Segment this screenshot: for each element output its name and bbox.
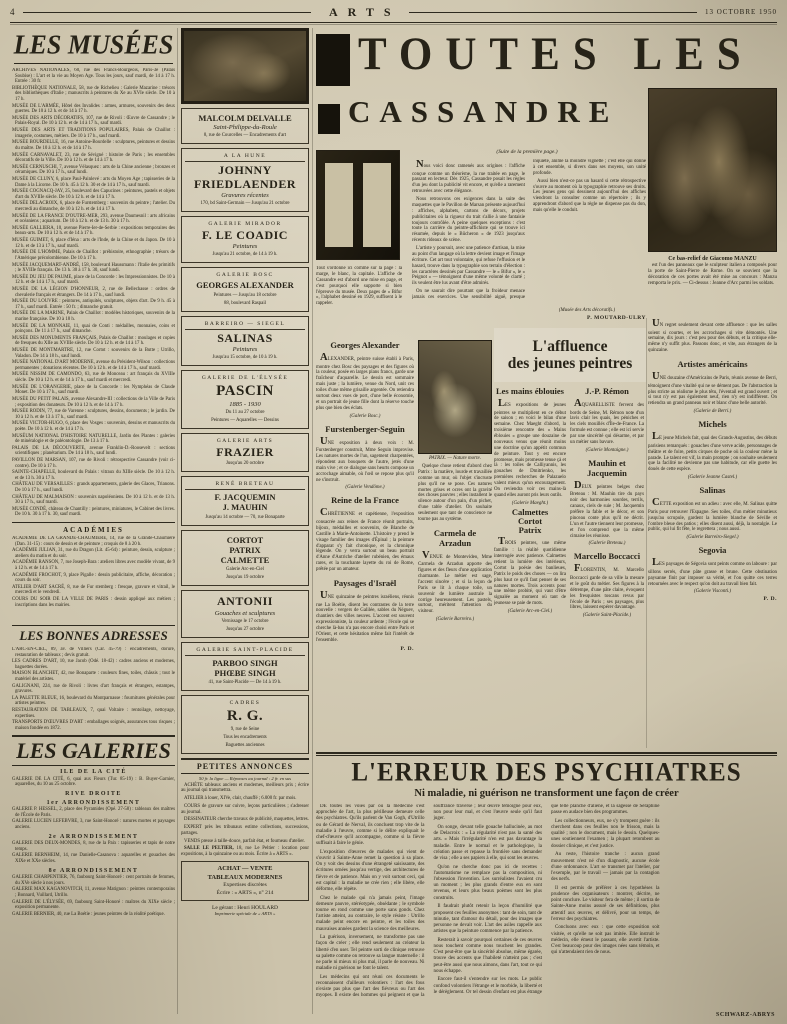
galeries-group-list — [12, 875, 175, 917]
ad-cadres-rg — [181, 695, 309, 754]
ad-antonii — [181, 590, 309, 637]
musee-entry: MUSÉE NATIONAL D'ART MODERNE, avenue du Président-Wilson : collections permanentes ; donations récentes. De 10 à 12 h. et de 14 à 17 h., sauf mardi. — [12, 360, 175, 371]
musee-entry: MUSÉE DE LA MONNAIE, 11, quai de Conti : médailles, monnaies, coins et poinçons. De 11 à 17 h., sauf dimanche. — [12, 323, 175, 335]
manzu-bas-relief-photo — [648, 88, 777, 252]
article-cassandre — [412, 159, 646, 305]
section-bonnes-adresses — [12, 625, 175, 731]
section-heading: J.-P. Rémon — [585, 386, 629, 396]
bonne-adresse-entry: GALIGNANI, 224, rue de Rivoli : livres d'art français et étrangers, estampes, gravures. — [12, 683, 175, 695]
galeries-group-heading: 2e ARRONDISSEMENT — [48, 833, 139, 840]
ad-note: Peintures — Aquarelles — Dessins — [211, 417, 279, 423]
bonne-adresse-entry: RESTAURATION DE TABLEAUX, 7, quai Voltaire : rentoilage, nettoyage, expertises. — [12, 708, 175, 719]
venue-credit: (Galerie Montaigne.) — [585, 447, 629, 453]
section-text: Quelque chose retient d'abord chez Patrix : la matière, lourde et travaillée comme un mur, où l'objet s'incruste plus qu'il ne se pose. Ces natures mortes grises et ocres ont la gravité des choses pauvres ; elles installent le silence autour d'un pain, d'un pichet, d'une table d'atelier. On souhaite seulement que tant de conscience ne tourne pas au système. — [418, 464, 492, 522]
ad-artist-name: PHŒBE SINGH — [214, 667, 276, 678]
article-paragraph: Il faudrait plutôt retenir la leçon d'humilité que proposent ces feuilles anonymes : tant de soin, tant de minutie, tant d'amour du détail, pour des images que personne ne devait voir. L'art des asiles rappelle aux artistes que la peinture commence par la patience. — [433, 904, 542, 935]
section-les-galeries — [12, 735, 175, 917]
caption-lead: Ce bas-relief de Giacomo MANZU — [668, 256, 757, 262]
annonce-framed-box — [181, 861, 309, 901]
bonne-adresse-entry: TRANSPORTS D'ŒUVRES D'ART : emballages soignés, assurances tous risques ; maison fondée en 1872. — [12, 720, 175, 731]
article-paragraph: L'exposition d'œuvres de malades qui vient de s'ouvrir à Sainte-Anne remet la question à sa place. On y voit des dessins d'une étrangeté saisissante, des écritures ornées jusqu'au vertige, des architectures de fièvre et de patience. Mais on y voit surtout ceci, qui est capital : la maladie ne crée rien ; elle libère, elle déforme, elle répète. — [316, 849, 425, 892]
caption-text: est l'un des panneaux que le sculpteur italien a composés pour la porte de Saint-Pierre de Rome. On se souvient que la décoration de ces portes avait été mise au concours : Manzu remporta le prix. — Ci-dessus : Jeanne d'Arc parmi les soldats. — [648, 263, 777, 286]
article-paragraph: Chez le malade qui n'a jamais peint, l'image demeure pauvre, stéréotypée, obsédante ; le symbole tourne en rond comme une porte sans gonds. Chez l'artiste atteint, au contraire, le style résiste : Utrillo malade peint encore en peintre, et les toiles des mauvaises années gardent la science des meilleures. — [316, 895, 425, 932]
ad-gallery-name: RENÉ BRETEAU — [185, 481, 305, 490]
section-text: TROIS peintres, une même famille : la réalité quotidienne interrogée avec patience. Calmettes retient la lumière des intérieurs, Cortot la poésie des banlieues, Patrix le poids des choses — on lira plus haut ce qu'il faut penser de ses natures mortes. Trois accents pour une même probité, qui vaut d'être signalée au moment où tant de jeunesse se paie de mots. — [494, 535, 566, 607]
galerie-entry: GALERIE MAX KAGANOVITCH, 11, avenue Matignon : peintres contemporains ; Bonnard, Vuillard, Utrillo. — [12, 887, 175, 898]
ad-artist-name: F. JACQUEMIN — [214, 492, 276, 503]
musee-entry: CHÂTEAU DE VERSAILLES : grands appartements, galerie des Glaces, Trianons. De 10 à 17 h., sauf lundi. — [12, 482, 175, 494]
musee-entry: MUSÉE DE CLUNY, 6, place Paul-Painlevé : arts du Moyen Age ; tapisseries de la Dame à la Licorne. De 10 h. 45 à 12 h. 30 et de 14 à 17 h., sauf mardi. — [12, 176, 175, 188]
headline-line: L'affluence — [532, 337, 608, 355]
ad-note: 9, rue de Seine — [230, 726, 260, 732]
headline-affluence — [494, 328, 646, 382]
review-column-b — [418, 340, 492, 748]
academie-entry: ACADÉMIE RANSON, 7, rue Joseph-Bara : ateliers libres avec modèle vivant, de 9 à 12 h. et de 14 à 17 h. — [12, 560, 175, 572]
venue-credit: (Galerie Maeght.) — [511, 500, 549, 506]
patrix-painting-image — [418, 340, 492, 454]
review-column-e — [648, 318, 777, 748]
musee-entry: MUSÉE DE L'ORANGERIE, place de la Concorde : les Nymphéas de Claude Monet. De 10 à 17 h., sauf mardi. — [12, 384, 175, 396]
subheadline-psychiatres: Ni maladie, ni guérison ne transforment une façon de créer — [414, 788, 679, 799]
section-heading: Artistes américains — [677, 359, 748, 370]
section-heading: Patrix — [518, 525, 542, 536]
ad-note: Baguettes anciennes — [225, 742, 265, 748]
ad-note: Galerie Arc-en-Ciel — [226, 567, 264, 573]
venue-credit: (Galerie Breteau.) — [588, 541, 626, 547]
academie-entry: ACADÉMIE FROCHOT, 9, place Pigalle : dessin publicitaire, affiche, décoration ; cours du soir. — [12, 572, 175, 584]
article-paragraph: Resterait à savoir pourquoi certaines de ces œuvres nous touchent comme nous touchent les grandes. C'est peut-être que la sincérité absolue, même égarée, trouve des accents que l'habileté n'atteint pas ; c'est peut-être aussi que nous aimons, dans l'art, tout ce qui nous échappe. — [433, 937, 542, 974]
section-heading: Salinas — [699, 485, 726, 496]
masthead-rule-left — [23, 12, 311, 13]
ad-note: Vernissage le 17 octobre — [221, 618, 269, 624]
headline-psychiatres: L'ERREUR DES PSYCHIATRES — [351, 758, 742, 787]
ad-pascin — [181, 370, 309, 429]
section-text: VENUE de Montevideo, Mme Carmela de Arzadun apporte des figures et des fleurs d'une application charmante. Le métier est sage, l'accent sincère ; et si la leçon de Paris se lit à chaque toile, un souvenir de lumière australe la corrige heureusement. Les pastels, surtout, méritent l'attention du visiteur. — [418, 549, 492, 615]
musee-entry: MUSÉE JACQUEMART-ANDRÉ, 158, boulevard Haussmann : l'Italie des primitifs ; le XVIIIe français. De 13 h. 30 à 17 h. 30, sauf lundi. — [12, 262, 175, 274]
author-signature: P. MOUTARD-ULRY — [587, 315, 646, 321]
author-initials: P. D. — [400, 645, 414, 652]
typography-specimen-image — [316, 150, 400, 260]
ad-cortot-patrix-calmette — [181, 530, 309, 587]
venue-credit: (Musée des Arts décoratifs.) — [558, 308, 616, 313]
section-heading: Mauhin et Jacquemin — [587, 457, 627, 478]
musee-entry: CHÂTEAU DE MALMAISON : souvenirs napoléoniens. De 10 à 12 h. et de 13 h. 30 à 17 h., sauf mardi. — [12, 494, 175, 506]
ad-gallery-name: BARREIRO — SIEGEL — [185, 321, 305, 330]
article-paragraph: Nous retrouvons ces exigences dans la suite des maquettes que le Pavillon de Marsan présente aujourd'hui : affiches, alphabets, cartons de décors, projets publicitaires où la rigueur du trait s'allie à une fantaisie toujours contrôlée. A peine quelques exceptions : c'est toute la carrière du peintre-affichiste qui se trouve ici résumée, depuis le « Bûcheron » de 1923 jusqu'aux récents rideaux de scène. — [412, 197, 525, 244]
section-text: CETTE exposition est un adieu : avec elle, M. Salinas quitte Paris pour retrouver l'Espagne. Ses toiles, d'un métier minutieux jusqu'au scrupule, gardent la lumière blanche de Séville et l'ombre bleue des patios ; elles disent aussi, déjà, la nostalgie. Le public, qui lui fit fête, le regrettera ; nous aussi. — [648, 497, 777, 533]
article-paragraph: La guérison, inversement, ne transforme pas une façon de créer ; elle rend seulement au créateur la liberté d'en user. Tel peintre sorti de clinique retrouve sa palette comme on retrouve sa langue maternelle : il ne parle ni mieux ni plus mal, il parle de nouveau. Ni maladie ni guérison ne font le talent. — [316, 935, 425, 972]
ad-artist-name: PARBOO SINGH — [212, 657, 278, 668]
galeries-group-list — [12, 807, 175, 830]
ad-le-coadic — [181, 216, 309, 263]
article-paragraph: L'artiste y poursuit, avec une patience d'artisan, la mise au point d'un langage où la lettre devient image et l'image écriture. Cet art tout volontaire, qui refuse l'effusion et le hasard, trouve dans la typographie son terrain d'élection : les caractères dessinés par Cassandre — le « Bifur », le « Peignot » — témoignent d'une même volonté de clarté ; ils veulent être lus avant d'être admirés. — [412, 246, 525, 287]
ad-gallery-name: GALERIE BOSC — [216, 272, 274, 279]
academie-entry: ATELIER D'ART SACRÉ, 8, rue de Fur stemberg : fresque, gravure et vitrail, le mercredi et le vendredi. — [12, 584, 175, 596]
ad-friedlaender — [181, 148, 309, 212]
headline-cassandre: CASSANDRE — [348, 94, 619, 129]
article-paragraph: On songe, devant telle gouache hallucinée, au mot de Delacroix : « La régularité n'est pas la santé des arts. » Mais l'irrégularité n'en est pas davantage la maladie. Entre le normal et le pathologique, la création passe et repasse la frontière sans demander de visa ; elle a ses papiers à elle, qui sont les œuvres. — [433, 825, 542, 861]
ad-note: 8, rue de Courcelles — Encadrements d'art — [203, 133, 287, 139]
imprimerie-line: Imprimerie spéciale de « ARTS » — [214, 911, 276, 917]
article-paragraph: Concluons avec eux : que cette exposition soit visitée, et qu'elle ne soit pas imitée. Elle instruit le médecin, elle émeut le passant, elle avertit l'artiste. C'est beaucoup pour des images nées sans témoin, et qui n'attendaient rien de nous. — [551, 925, 660, 956]
musee-entry: MUSÉE BOURDELLE, 16, rue Antoine-Bourdelle : sculptures, peintures et dessins du maître. De 10 à 12 h. et de 14 à 17 h. — [12, 140, 175, 151]
ad-note: Jusqu'au 20 octobre — [226, 461, 264, 467]
galeries-group-heading: RIVE DROITE — [65, 790, 122, 797]
ad-artist-name: CORTOT — [226, 534, 264, 545]
musee-entry: ARCHIVES NATIONALES, 60, rue des Francs-Bourgeois, Paris-3e (Palais Soubise) : L'art et la vie au Moyen Age. Tous les jours, sauf mardi, de 14 à 17 h. Entrée : 30 fr. — [12, 68, 175, 85]
annonce-line: VENDS presse à taille-douce, parfait état, et fourneau d'atelier. — [184, 838, 305, 844]
masthead — [10, 5, 777, 19]
ad-note: Jusqu'au 19 octobre — [226, 575, 264, 581]
article-cassandre-end — [528, 307, 646, 321]
musee-entry: MUSÉE DE LA MARINE, Palais de Chaillot : modèles historiques, souvenirs de la marine française. De 10 à 18 h. — [12, 311, 175, 322]
article-paragraph: Qu'on ne cherche donc pas ici de recettes : l'automatisme ne remplace pas la composition, ni l'obsession l'invention. Les surréalistes l'avaient cru un moment ; les plus grands d'entre eux en sont revenus, et leurs plus beaux poèmes sont les plus construits. — [433, 864, 542, 901]
galerie-entry: GALERIE LUCIEN LEFEBVRE, 3, rue Saint-Honoré : natures mortes et paysages anciens. — [12, 819, 175, 831]
review-column-a — [316, 340, 414, 748]
section-erreur-psychiatres — [316, 752, 777, 1018]
ad-frazier — [181, 433, 309, 472]
author-signature: SCHWARZ-ABRYS — [716, 1012, 775, 1018]
galerie-entry: GALERIE DE LA CITÉ, 6, quai aux Fleurs (Tur. 85-19) : B. Buyer-Garnier, aquarelles, du 10 au 25 octobre. — [12, 776, 175, 788]
musee-entry: MUSÉE VICTOR-HUGO, 6, place des Vosges : souvenirs, dessins et manuscrits du poète. De 10 à 12 h. et de 14 à 17 h. — [12, 421, 175, 432]
ad-gallery-name: GALERIE DE L'ÉLYSÉE — [201, 375, 289, 382]
musee-entry: MUSÉE DE LA FRANCE D'OUTRE-MER, 293, avenue Daumesnil : arts africains et océaniens ; aquarium. De 10 à 12 h. et de 13 h. 30 à 17 h. — [12, 213, 175, 225]
ad-subtitle: Peintures — [232, 243, 258, 251]
galerie-entry: GALERIE DE L'ÉLYSÉE, 69, faubourg Saint-Honoré : maîtres du XIXe siècle ; exposition permanente. — [12, 899, 175, 911]
ad-note: 41, rue Saint-Placide — De 14 à 19 h. — [208, 679, 282, 685]
section-text: LES expositions de jeunes peintres se multiplient en ce début de saison ; en voici le bilan d'une semaine. Chez Maeght d'abord, la troisième rencontre des « Mains éblouies » groupe une douzaine de nouveaux venus que réunit moins une doctrine qu'un appétit commun de peinture. Tout y est encore promesse, mais promesse tenue çà et là : les toiles de Calliyannis, les gouaches de Dmitrienko, les premières recherches de Palazuelo valent mieux qu'un encouragement. On reviendra voir ces mains-là quand elles auront pris leurs outils. — [494, 398, 566, 498]
article-paragraph: Au reste, l'histoire tranche : aucun grand mouvement n'est né d'un diagnostic, aucune école d'une ordonnance. L'art se transmet par l'atelier, par l'exemple, par le travail — jamais par la contagion des nerfs. — [551, 852, 660, 883]
section-heading: Les mains éblouies — [495, 386, 564, 396]
musee-entry: MUSÉE DE L'ARMÉE, Hôtel des Invalides : armes, armures, souvenirs des deux guerres. De 10 à 12 h. et de 14 à 17 h. — [12, 103, 175, 115]
ad-artist-name: J. MAUHIN — [222, 502, 268, 513]
musee-entry: BIBLIOTHÈQUE NATIONALE, 58, rue de Richelieu : Galerie Mazarine : trésors des bibliothèques d'Italie ; manuscrits à peintures du Xe au XVIe siècle. De 10 à 17 h. — [12, 85, 175, 103]
musee-entry: MUSÉE COGNACQ-JAY, 25, boulevard des Capucines : peintures, pastels et objets d'art du XVIIIe siècle. De 10 à 12 h. et de 14 à 17 h. — [12, 189, 175, 200]
author-initials: P. D. — [763, 596, 777, 603]
ad-gallery-name: GALERIE ARTS — [216, 437, 274, 444]
ad-note: Tous les encadrements — [223, 734, 267, 740]
ad-subtitle: 1885 - 1930 — [229, 400, 261, 408]
musee-entry: MUSÉE DE L'HOMME, Palais de Chaillot : préhistoire, ethnographie ; trésors de l'Amérique précolombienne. De 10 à 17 h. — [12, 250, 175, 261]
musees-title: LES MUSÉES — [13, 29, 174, 60]
headline-black-block — [316, 34, 350, 86]
box-line: Expertises discrètes — [223, 882, 267, 889]
bonne-adresse-entry: MAISON BLANCHET, 42, rue Bonaparte : couleurs fines, toiles, châssis ; tout le matériel des artistes. — [12, 671, 175, 683]
section-text: UNE douzaine d'Américains de Paris, réunis avenue de Berri, témoignent d'une vitalité qui ne se dément pas. De l'abstraction la plus stricte au réalisme le plus têtu, l'éventail est grand ouvert ; et si tout n'y est pas également neuf, rien n'y est indifférent. On retiendra un grand panneau noir et blanc d'une belle autorité. — [648, 371, 777, 407]
headline-black-block — [318, 104, 340, 134]
section-text: DEUX peintres belges chez Breteau : M. Mauhin tire du pays noir des harmonies sourdes, terrils, canaux, ciels de suie ; M. Jacquemin préfère la fable et le décor, et son pinceau conte plus qu'il ne décrit. L'un et l'autre tiennent leur promesse, et l'on comprend que la même cimaise les réunisse. — [570, 479, 644, 539]
section-heading: Marcello Boccacci — [573, 551, 641, 562]
section-heading: Paysages d'Israël — [333, 577, 397, 588]
issue-date: 13 OCTOBRE 1950 — [704, 8, 778, 16]
annonce-salle-name: SALLE LE PELTIER, — [184, 846, 234, 852]
section-heading: Furstenberger-Seguin — [325, 423, 405, 434]
ad-singh — [181, 642, 309, 691]
divider — [14, 63, 173, 64]
ads-column — [181, 28, 309, 1018]
musee-entry: MUSÉE DES MONUMENTS FRANÇAIS, Palais de Chaillot : moulages et copies de fresques du XIIe au XVIIIe siècle. De 10 à 12 h. et de 14 à 17 h. — [12, 335, 175, 347]
academies-listing — [12, 536, 175, 622]
section-heading: Segovia — [698, 545, 727, 556]
galerie-entry: GALERIE DES DEUX-MONDES, 8, rue de la Paix : tapisseries et tapis de notre temps. — [12, 841, 175, 852]
section-text: UN regret seulement devant cette affluence : que les salles soient si courtes, et les accrochages si vite démontés. Une semaine, dix jours : c'est peu pour des débuts, et la critique elle-même n'y suffit plus. Passons donc, et vite, aux étrangers de la quinzaine. — [648, 318, 777, 354]
ad-artist-name: CALMETTE — [220, 554, 270, 565]
article-paragraph: DE toutes les voies par où la médecine s'est approchée de l'art, la plus périlleuse demeure celle des psychiatres. Qu'ils parlent de Van Gogh, d'Utrillo ou de Gérard de Nerval, ils concluent trop vite de la maladie à l'œuvre, comme si le délire expliquait le chef-d'œuvre qu'il accompagne, comme si la fièvre suffisait à faire le génie. — [316, 804, 425, 847]
galerie-entry: GALERIE BERNIER, 40, rue La Boétie : jeunes peintres de la réalité poétique. — [12, 911, 165, 917]
article-paragraph: Nous voici donc ramenés aux origines : l'affiche conçue comme un théorème, la rue traitée en page, le passant en lecteur. Dès 1925, Cassandre posait les règles d'un jeu dont la publicité vit encore, et qu'elle a rarement retrouvées avec cette élégance. — [412, 159, 525, 195]
musee-entry: MUSÉE GALLIERA, 10, avenue Pierre-Ier-de-Serbie : expositions temporaires des beaux-arts. De 10 à 12 h. et de 14 à 17 h. — [12, 225, 175, 237]
academie-entry: COURS DU SOIR DE LA VILLE DE PARIS : dessin appliqué aux métiers ; inscriptions dans les mairies. — [12, 597, 175, 608]
bonne-adresse-entry: LES CADRES D'ART, 10, rue Jacob (Odé. 18-42) : cadres anciens et modernes, baguettes dorées. — [12, 659, 175, 670]
galeries-group-heading: ILE DE LA CITÉ — [60, 769, 127, 775]
ad-jacquemin-mauhin — [181, 476, 309, 525]
cassandre-image-text: Tout s'ordonne ici comme sur la page : la marge, le blanc, la capitale. L'affiche de Cassandre est d'abord une mise en page, et c'est pourquoi elle supporte si bien l'épreuve du musée. Deux pages de « Bifur », l'alphabet dessiné en 1929, suffisent à le rappeler. — [316, 266, 402, 307]
ad-subtitle: Gravures récentes — [221, 192, 269, 200]
annonces-tarif: 50 fr. la ligne — Réponses au journal : 2 fr. en sus — [198, 775, 292, 781]
musee-entry: MUSÉE DELACROIX, 6, place de Furstemberg : souvenirs du peintre ; l'atelier. Du mercredi au dimanche, de 10 à 12 h. et de 14 à 17 h. — [12, 201, 175, 213]
section-text: AQUARELLISTE fervent des bords de Seine, M. Rémon note d'un lavis clair les quais, les péniches et les ciels mouillés d'Île-de-France. La formule est connue ; elle est ici servie par une sincérité qui désarme, et par un métier sans bavure. — [570, 398, 644, 445]
ad-note: Jusqu'au 15 octobre, de 10 à 19 h. — [212, 355, 278, 361]
ad-artist-name: GEORGES ALEXANDER — [196, 280, 294, 291]
article-paragraph: Les collectionneurs, eux, ne s'y trompent guère : ils cherchent dans ces feuilles non le frisson, mais la qualité ; non le document, mais le dessin. Quelques-unes soutiennent l'examen ; la plupart retombent au dossier clinique, et c'est justice. — [551, 818, 660, 849]
musee-entry: PAVILLON DE MARSAN, 107, rue de Rivoli : rétrospective Cassandre (voir ci-contre). De 10 à 17 h. — [12, 458, 175, 469]
ad-artist-name: FRAZIER — [216, 444, 274, 459]
section-heading: Cortot — [517, 516, 543, 527]
divider — [316, 752, 777, 756]
review-column-c — [494, 386, 566, 748]
ad-gallery-name: A LA HUNE — [185, 153, 305, 162]
section-text: ALEXANDER, peintre suisse établi à Paris, montre chez Bosc des paysages et des figures où la couleur, posée en larges plans francs, garde une fraîcheur d'aquarelle. Le dessin est sommaire mais juste ; la lumière, venue du Nord, unit ces toiles d'une même grisaille argentée. On retiendra surtout deux vues de port, d'une belle économie, et un portrait de jeune fille dont la réserve touche plus que bien des éclats. — [316, 352, 414, 411]
gerant-line: Le gérant : Henri HOULARD — [212, 905, 278, 912]
ad-gallery-name: GALERIE MIRADOR — [208, 221, 282, 228]
bonnes-title: LES BONNES ADRESSES — [19, 628, 168, 643]
venue-credit: (Galerie Bosc.) — [349, 413, 381, 419]
section-text: UNE quinzaine de peintres israéliens, réunis rue La Boétie, disent les contrastes de la terre nouvelle : vergers de Galilée, sables du Néguev, chantiers des villes neuves. L'accent est souvent expressionniste, la couleur ardente ; l'école qui se cherche là-bas n'a pas encore choisi entre Paris et l'Orient, et cette hésitation même fait l'intérêt de l'ensemble. — [316, 589, 414, 643]
galeries-group-heading: 8e ARRONDISSEMENT — [48, 867, 139, 874]
bonne-adresse-entry: L'ARC-EN-CIEL, 89, av. de Villiers (Car. 45-79) : encadrements, dorure, restauration de tableaux ; devis gratuit. — [12, 647, 175, 658]
annonce-line: EXPERT près les tribunaux estime collections, successions, partages. — [181, 825, 309, 836]
ad-note: Du 11 au 27 octobre — [225, 409, 265, 415]
section-heading: Michels — [698, 419, 727, 430]
review-column-d — [570, 386, 644, 748]
academie-entry: ACADÉMIE JULIAN, 31, rue du Dragon (Lit. 45-64) : peinture, dessin, sculpture ; ateliers du matin et du soir. — [12, 548, 175, 559]
ad-gallery-name: GALERIE SAINT-PLACIDE — [185, 647, 305, 656]
section-heading: Georges Alexander — [330, 340, 400, 350]
galerie-entry: GALERIE BERNHEIM, 14, rue Danielle-Casanova : aquarelles et gouaches des XIXe et XXe siècles. — [12, 853, 175, 864]
musee-entry: MUSÉE DU PETIT PALAIS, avenue Alexandre-III : collections de la Ville de Paris ; exposition des donateurs. De 10 à 12 h. et de 14 à 17 h. — [12, 396, 175, 408]
musee-entry: MUSÉE CERNUSCHI, 7, avenue Vélasquez : arts de la Chine ancienne ; bronzes et céramiques. De 10 à 17 h., sauf lundi. — [12, 164, 175, 176]
musee-entry: MUSÉUM NATIONAL D'HISTOIRE NATURELLE, Jardin des Plantes : galeries de minéralogie et de paléontologie. De 13 à 17 h. — [12, 433, 175, 445]
box-line: ACHAT — VENTE — [217, 864, 273, 872]
page-number: 4 — [10, 7, 15, 17]
masthead-rule-right — [409, 12, 697, 13]
ad-note: Jusqu'au 21 octobre, de 14 à 19 h. — [212, 252, 278, 258]
box-line: TABLEAUX MODERNES — [207, 873, 283, 881]
ad-subtitle: Saint-Philippe-du-Roule — [213, 124, 277, 132]
musee-entry: MUSÉE NISSIM DE CAMONDO, 63, rue de Monceau : art français du XVIIIe siècle. De 10 à 12 h. et de 14 à 17 h., sauf mardi et mercredi. — [12, 372, 175, 384]
annonce-line: ATELIER à louer, XIVe, clair, chauffé ; 6.000 fr. par mois. — [184, 796, 297, 802]
ad-header: CADRES — [229, 699, 261, 706]
musee-entry: MUSÉE DE LA LÉGION D'HONNEUR, 2, rue de Bellechasse : ordres de chevalerie français et étrangers. De 14 à 17 h., sauf lundi. — [12, 286, 175, 298]
annonce-line: DESSINATEUR cherche travaux de publicité, maquettes, lettres. — [184, 817, 309, 823]
box-line: Écrire : « ARTS », n° 214 — [216, 889, 274, 896]
continuation-note: (Suite de la première page.) — [496, 149, 558, 155]
ad-note: Jusqu'au 14 octobre — 70, rue Bonaparte — [205, 514, 285, 520]
section-heading: Calmettes — [511, 506, 549, 517]
ad-artist-name: F. LE COADIC — [202, 228, 288, 243]
ad-delvalle — [181, 108, 309, 144]
musee-entry: MUSÉE DES ARTS DÉCORATIFS, 107, rue de Rivoli : Œuvre de Cassandre ; le Palais-Royal. De 10 à 12 h. et de 14 à 17 h., sauf mardi. — [12, 115, 175, 127]
venue-credit: (Galerie Saint-Placide.) — [582, 613, 632, 619]
headline-line: des jeunes peintres — [507, 355, 633, 372]
section-text: LE jeune Michels fait, quai des Grands-Augustins, des débuts parisiens remarqués : gouaches d'une verve acide, personnages de théâtre et de foire, petits cirques de poche où la couleur mène la parade. Le talent est vif, la main prompte ; on souhaite seulement que la facilité ne devienne pas une habitude, car elle guette les doués de cette espèce. — [648, 431, 777, 473]
article-paragraph: On ne saurait dire pourtant que la froideur menace jamais ces exercices. Une sensibilité aiguë, presque inquiète, anime la moindre vignette ; c'est elle qui donne à cet ensemble, si divers dans ses moyens, son unité profonde. — [412, 159, 646, 301]
venue-credit: (Galerie de Berri.) — [693, 409, 732, 415]
musee-entry: MUSÉE CARNAVALET, 23, rue de Sévigné : histoire de Paris ; les ensembles décoratifs de la Ville. De 10 à 12 h. et de 14 à 17 h. — [12, 152, 175, 164]
manzu-caption — [648, 256, 777, 289]
ad-subtitle: Gouaches et sculptures — [214, 609, 276, 617]
academies-title: ACADÉMIES — [12, 522, 175, 534]
column-divider — [312, 28, 313, 1014]
musee-entry: SAINTE-CHAPELLE, boulevard du Palais : vitraux du XIIIe siècle. De 10 à 12 h. et de 13 h. 30 à 17 h. — [12, 470, 175, 481]
ad-note: Peintures — Jusqu'au 18 octobre — [213, 292, 277, 298]
left-column — [12, 28, 175, 1018]
article-paragraph: Il est permis de préférer à ces hypothèses la prudence des organisateurs : montrer, décrire, ne point conclure. Le visiteur fera de même ; il sortira de Sainte-Anne moins assuré de ses définitions, plus attentif aux œuvres, et délivré, pour un temps, de l'erreur des psychiatres. — [551, 885, 660, 922]
galerie-entry: GALERIE CHARPENTIER, 76, faubourg Saint-Honoré : cent portraits de femmes, du XVe siècle à nos jours. — [12, 875, 175, 886]
galeries-group-list — [12, 777, 175, 788]
ad-artist-name: SALINAS — [217, 330, 273, 345]
galeries-group-heading: 1er ARRONDISSEMENT — [46, 799, 141, 806]
header-rule — [10, 22, 777, 23]
ad-salinas — [181, 316, 309, 366]
section-text: FLORENTIN, M. Marcello Boccacci garde de sa ville la mesure et le goût du métier. Ses figures à la détrempe, d'une pâte claire, évoquent les fresquistes toscans revus par l'école de Paris ; ses paysages, plus libres, laissent espérer davantage. — [570, 563, 644, 611]
ad-artist-name: ANTONII — [217, 594, 273, 609]
academie-entry: ACADÉMIE DE LA GRANDE-CHAUMIÈRE, 14, rue de la Grande-Chaumière (Dan. 31-15) : cours de dessin et de peinture ; croquis de 8 à 20 h. — [12, 536, 175, 547]
musee-entry: MUSÉE DU LOUVRE : peintures, antiquités, sculptures, objets d'art. De 9 h. 45 à 17 h., sauf mardi. Entrée : 50 fr. ; dimanche gratuit. — [12, 299, 175, 310]
article-paragraph: Encore faut-il s'entendre sur les mots. Le public confond volontiers l'étrange et le morbide, la liberté et le dérèglement. Or tel dessin d'enfant est plus étrange que telle planche d'aliéné, et la sagesse de Séraphine passe en audace bien des programmes. — [433, 804, 660, 995]
musee-entry: MUSÉE DES ARTS ET TRADITIONS POPULAIRES, Palais de Chaillot : imagerie, costumes, métiers. De 10 à 17 h., sauf mardi. — [12, 128, 175, 139]
ad-artist-name: JOHNNY — [218, 163, 272, 178]
painting-thumbnail-image — [181, 28, 309, 104]
ad-name: R. G. — [226, 707, 264, 724]
musee-entry: PALAIS DE LA DÉCOUVERTE, avenue Franklin-D.-Roosevelt : sections scientifiques ; planétarium. De 14 à 18 h., sauf lundi. — [12, 445, 175, 457]
column-divider — [646, 318, 647, 748]
article-paragraph: Les médecins qui ont réuni ces documents le reconnaissent d'ailleurs volontiers : l'art des fous n'existe pas plus que l'art des fiévreux ou l'art des myopes. Il existe des hommes qui peignent et que la souffrance traverse ; leur œuvre témoigne pour eux, non pour leur mal, et c'est l'œuvre seule qu'il faut juger. — [316, 804, 542, 999]
ad-alexander — [181, 267, 309, 311]
annonce-salle — [181, 846, 309, 858]
venue-credit: (Galerie Vendôme.) — [345, 485, 385, 491]
musee-entry: MUSÉE RODIN, 77, rue de Varenne : sculptures, dessins, documents ; le jardin. De 10 à 12 h. et de 13 à 17 h., sauf mardi. — [12, 409, 175, 420]
musee-entry: MUSÉE CONDÉ, château de Chantilly : peintures, miniatures, le Cabinet des livres. De 10 h. 30 à 17 h. 30, sauf mardi. — [12, 506, 175, 518]
bonne-adresse-entry: LA PALETTE BLEUE, 16, boulevard du Montparnasse : fournitures générales pour artistes peintres. — [12, 695, 175, 707]
musee-entry: MUSÉE DU JEU DE PAUME, place de la Concorde : les Impressionnistes. De 10 à 12 h. et de 14 à 17 h., sauf mardi. — [12, 274, 175, 286]
venue-credit: (Galerie Barreiro.) — [435, 617, 475, 623]
ad-artist-name: FRIEDLAENDER — [193, 176, 296, 191]
galeries-group-list — [12, 841, 175, 864]
petites-annonces-title: PETITES ANNONCES — [181, 762, 309, 774]
section-les-musees — [12, 30, 175, 622]
venue-credit: (Galerie Arc-en-Ciel.) — [507, 609, 553, 615]
ad-note: 170, bd Saint-Germain — Jusqu'au 21 octobre — [200, 201, 290, 207]
musee-entry: MUSÉE DE MONTMARTRE, 12, rue Cortot : souvenirs de la Butte ; Utrillo, Valadon. De 14 à 18 h., sauf lundi. — [12, 348, 175, 359]
section-text: LES paysages de Ségovia sont peints comme on laboure : par sillons serrés, d'une pâte grasse et brune. Cette obstination paysanne finit par imposer sa vérité, et l'on quitte ces terres retournées avec le respect qu'on doit au travail bien fait. — [648, 557, 777, 587]
ad-artist-name: PATRIX — [229, 544, 261, 555]
musees-listing — [12, 68, 175, 520]
patrix-caption: PATRIX. — Nature morte. — [429, 456, 481, 461]
ad-name: MALCOLM DELVALLE — [198, 113, 292, 123]
musee-entry: MUSÉE GUIMET, 6, place d'Iéna : arts de l'Inde, de la Chine et du Japon. De 10 à 12 h. et de 13 à 17 h., sauf mardi. — [12, 238, 175, 249]
section-text: CHRÉTIENNE et capétienne, l'exposition consacrée aux reines de France réunit portraits, bijoux, médailles et souvenirs, de Blanche de Castille à Marie-Antoinette. L'histoire y prend le visage familier des images d'Épinal ; la peinture d'apparat s'y fait chronique, et la chronique légende. On y verra surtout un beau portrait d'Anne d'Autriche d'atelier rubénien, des émaux rares, et la touchante layette du roi de Rome, prêtée par un amateur. — [316, 507, 414, 573]
venue-credit: (Galerie Visconti.) — [693, 589, 732, 595]
section-heading: Reine de la France — [331, 495, 399, 506]
section-petites-annonces — [181, 758, 309, 917]
annonce-line: COURS de gravure sur cuivre, leçons particulières ; s'adresser au journal. — [181, 803, 309, 815]
venue-credit: (Galerie Jeanne Castel.) — [687, 475, 738, 481]
galerie-entry: GALERIE P. HESSEL, 2, place des Pyramides (Opé. 27-58) : tableaux des maîtres de l'École de Paris. — [12, 807, 175, 818]
article-paragraph: Aussi bien n'est-ce pas un hasard si cette rétrospective s'ouvre au moment où la typographie retrouve ses droits. Les jeunes gens qui dessinent aujourd'hui des affiches viendront la consulter comme un répertoire ; ils y apprendront d'abord que la règle ne dispense pas du don, mais qu'elle le conduit. — [533, 178, 646, 213]
annonce-line: ACHÈTE tableaux anciens et modernes, meilleurs prix ; écrire au journal qui transmettra. — [181, 782, 309, 794]
ad-artist-name: PASCIN — [216, 383, 274, 400]
venue-credit: (Galerie Barreiro-Siegel.) — [686, 535, 739, 541]
bonnes-listing — [12, 647, 175, 731]
psychiatres-columns — [316, 804, 777, 1000]
newspaper-title: ARTS — [328, 4, 401, 19]
headline-toutes-les: TOUTES LES — [358, 29, 754, 80]
ad-subtitle: Peintures — [232, 346, 258, 354]
section-heading: Carmela de Arzadun — [433, 527, 477, 548]
section-text: UNE exposition à deux voix : M. Furstenberger construit, Mme Seguin improvise. Les natures mortes de l'un, sagement charpentées, répondent aux bouquets de l'autre, jetés d'une main vive ; et ce dialogue sans heurts compose un accrochage aimable, où l'œil se repose plus qu'il ne s'instruit. — [316, 435, 414, 483]
galeries-title: LES GALERIES — [12, 735, 175, 766]
ad-note: Jusqu'au 27 octobre — [226, 626, 264, 632]
column-divider — [177, 28, 178, 1014]
annonce-salle-text: 18, rue Le Peltier : location pour expositions, à la quinzaine ou au mois. Écrire à « ARTS ». — [181, 846, 309, 858]
main-area — [316, 28, 777, 1018]
ad-note: 88, boulevard Raspail — [224, 300, 266, 306]
annonces-list — [181, 783, 309, 845]
